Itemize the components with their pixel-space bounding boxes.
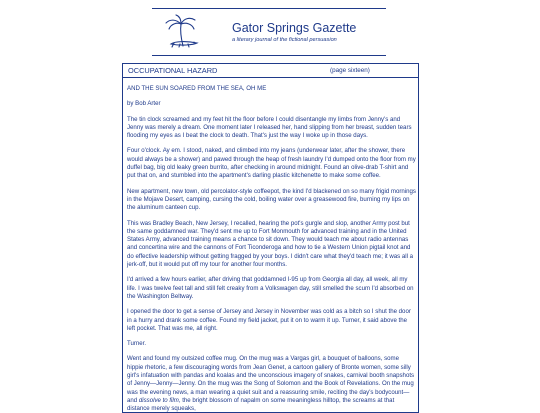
page-number: (page sixteen): [330, 66, 370, 74]
masthead-bottom-rule: [152, 55, 386, 56]
story-byline: by Bob Arter: [127, 100, 161, 108]
story-title: AND THE SUN SOARED FROM THE SEA, OH ME: [127, 85, 267, 92]
final-paragraph-italic: dissolve to film: [138, 396, 179, 404]
palm-tree-alligator-logo-icon: [161, 14, 203, 48]
final-paragraph-text: Went and found my outsized coffee mug. On the mug was a Vargas girl, a bouquet of balloons, some hippie rhetoric, a few discouraging words from Jean Genet, a cartoon gallery of Bronte women, some silly girl's infatuation with pandas and koalas and the unconscious imagery of snakes, carnival booth snapshots of Jenny—Jenny—Jenny. On the mug was the Song of Solomon and the Book of Revelations. On the mug was the evening news, a man wearing a quiet suit and a reassuring smile, reciting the day's bodycount—and: [127, 355, 415, 404]
story-paragraph: The tin clock screamed and my feet hit the floor before I could disentangle my limbs from Jenny's and Jenny was merely a dream. One moment later I released her, hand slipping from her breast, sudden tears flooding my eyes as I beat the clock to death. That's just the way I woke up in those days.: [127, 115, 412, 140]
masthead-subtitle: a literary journal of the fictional persuasion: [232, 37, 337, 43]
story-paragraph: I'd arrived a few hours earlier, after driving that goddamned I-95 up from Georgia all day, all week, all my life. I was twelve feet tall and still felt creaky from a Volkswagen day, still smelled the scum I'd absorbed on the Washington Beltway.: [127, 276, 414, 300]
story-paragraph: Turner.: [127, 340, 147, 348]
masthead-top-rule: [152, 8, 386, 9]
masthead-title: Gator Springs Gazette: [232, 21, 357, 35]
final-paragraph-tail: , the bright blossom of napalm on some meaningless hilltop, the screams at that distance merely squeaks,: [127, 396, 395, 413]
story-paragraph: This was Bradley Beach, New Jersey, I recalled, hearing the pot's gurgle and slop, another Army post but the same goddamned war. They'd sent me up to Fort Monmouth for advanced training and in the United States Army, advanced training means a chance to sit down. They would teach me about radio antennas and concertina wire and the cannons of Fort Ticonderoga and how to tie a Western Union pigtail knot and do effective leadership without getting fragged by your boys. I didn't care what they'd teach me; it was all a jerk-off, but it would put off my tour for another four months.: [127, 219, 414, 269]
section-title: OCCUPATIONAL HAZARD: [128, 66, 218, 75]
article-frame: [122, 63, 419, 413]
story-paragraph-final: [127, 355, 416, 413]
story-paragraph: New apartment, new town, old percolator-style coffeepot, the kind I'd blackened on so many frigid mornings in the Mojave Desert, camping, cursing the cold, boiling water over a greasewood fire, burning my lips on the aluminum canteen cup.: [127, 187, 416, 212]
story-paragraph: Four o'clock. Ay em. I stood, naked, and climbed into my jeans (underwear later, after the shower, there would always be a shower) and pawed through the heap of fresh laundry I'd dumped onto the floor from my duffel bag, big old leaky green burrito, after checking in around midnight. Found an olive-drab T-shirt and put that on, and stumbled into the apartment's darling plastic kitchenette to make some coffee.: [127, 147, 416, 180]
story-paragraph: I opened the door to get a sense of Jersey and Jersey in November was cold as a bitch so I shut the door in a hurry and drank some coffee. Found my field jacket, put it on to warm it up. Turner, it said above the left pocket. That was me, all right.: [127, 308, 411, 332]
section-header: [123, 64, 418, 78]
story-body: [127, 85, 416, 413]
